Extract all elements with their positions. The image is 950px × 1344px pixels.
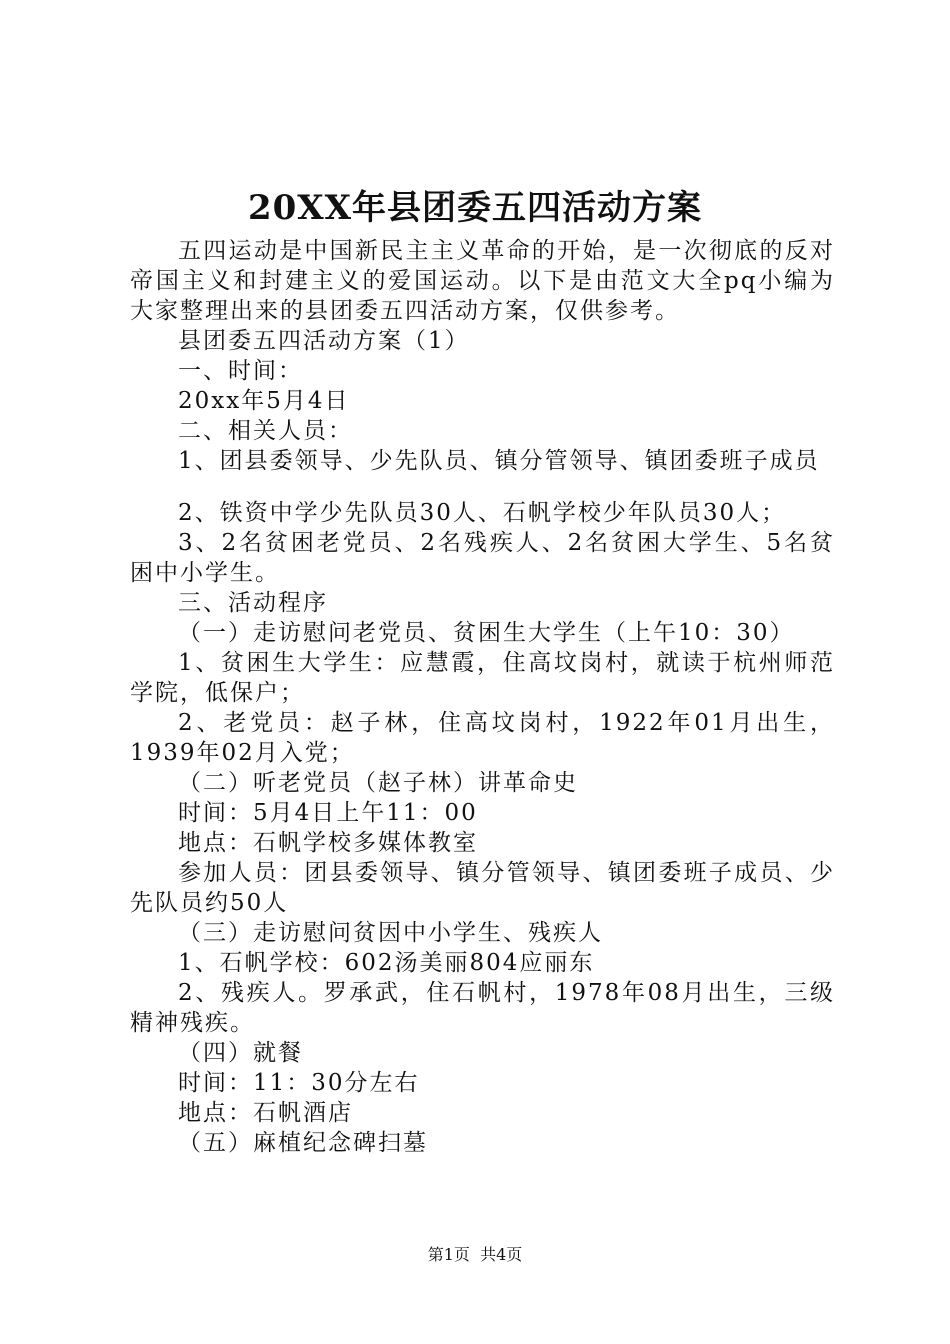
document-body xyxy=(130,236,835,1158)
paragraph-date: 20xx年5月4日 xyxy=(178,388,350,414)
paragraph-step-3: （三）走访慰问贫因中小学生、残疾人 xyxy=(178,920,603,946)
paragraph-step-4-time: 时间：11：30分左右 xyxy=(178,1070,420,1096)
paragraph-plan-heading: 县团委五四活动方案（1） xyxy=(178,328,470,354)
paragraph-personnel-heading: 二、相关人员： xyxy=(178,418,353,444)
paragraph-step-4: （四）就餐 xyxy=(178,1040,303,1066)
paragraph-procedure-heading: 三、活动程序 xyxy=(178,590,328,616)
paragraph-step-3-item-2: 2、残疾人。罗承武，住石帆村，1978年08月出生，三级精神残疾。 xyxy=(130,980,835,1036)
paragraph-time-heading: 一、时间： xyxy=(178,358,303,384)
paragraph-intro: 五四运动是中国新民主主义革命的开始，是一次彻底的反对帝国主义和封建主义的爱国运动。以下是由范文大全pq小编为大家整理出来的县团委五四活动方案，仅供参考。 xyxy=(130,238,835,324)
paragraph-step-2-place: 地点：石帆学校多媒体教室 xyxy=(178,830,478,856)
paragraph-personnel-1: 1、团县委领导、少先队员、镇分管领导、镇团委班子成员 xyxy=(178,448,820,474)
paragraph-step-1-item-1: 1、贫困生大学生：应慧霞，住高坟岗村，就读于杭州师范学院，低保户； xyxy=(130,650,835,706)
document-title: 20XX年县团委五四活动方案 xyxy=(247,188,703,228)
page-footer: 第1页 共4页 xyxy=(427,1245,523,1264)
paragraph-step-1: （一）走访慰问老党员、贫困生大学生（上午10：30） xyxy=(178,620,795,646)
paragraph-step-4-place: 地点：石帆酒店 xyxy=(178,1100,353,1126)
paragraph-step-1-item-2: 2、老党员：赵子林，住高坟岗村，1922年01月出生，1939年02月入党； xyxy=(130,710,835,766)
paragraph-step-2-participants: 参加人员：团县委领导、镇分管领导、镇团委班子成员、少先队员约50人 xyxy=(130,860,835,916)
paragraph-step-2-time: 时间：5月4日上午11：00 xyxy=(178,800,478,826)
paragraph-step-2: （二）听老党员（赵子林）讲革命史 xyxy=(178,770,578,796)
paragraph-personnel-3: 3、2名贫困老党员、2名残疾人、2名贫困大学生、5名贫困中小学生。 xyxy=(130,530,835,586)
paragraph-step-3-item-1: 1、石帆学校：602汤美丽804应丽东 xyxy=(178,950,595,976)
paragraph-step-5: （五）麻植纪念碑扫墓 xyxy=(178,1130,428,1156)
paragraph-personnel-2: 2、铁资中学少先队员30人、石帆学校少年队员30人； xyxy=(178,500,787,526)
